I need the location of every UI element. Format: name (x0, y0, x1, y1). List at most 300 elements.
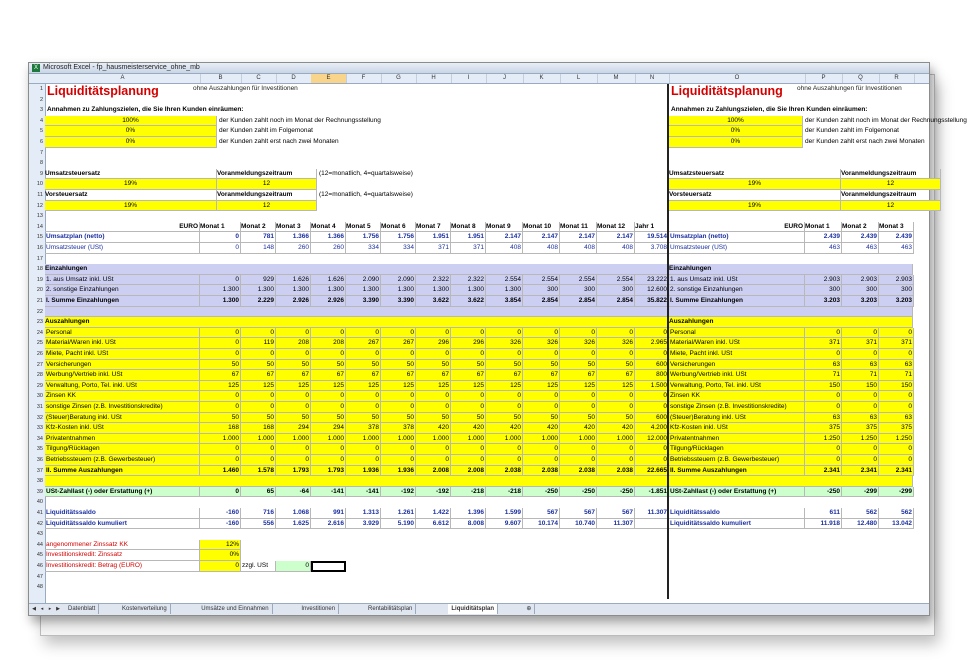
auszahlung-value[interactable]: 0 (416, 349, 451, 360)
row-header[interactable]: 3 (39, 107, 43, 114)
row-header[interactable]: 14 (36, 223, 43, 230)
ust-zahllast-value[interactable]: 0 (200, 487, 241, 498)
right-vst-label[interactable]: Vorsteuersatz (669, 190, 841, 201)
auszahlung-value[interactable]: 1.000 (597, 434, 635, 445)
auszahlung-value[interactable]: 800 (635, 370, 669, 381)
assumption-text[interactable]: der Kunden zahlt noch im Monat der Rechnungsstellung (219, 116, 381, 124)
auszahlung-value[interactable]: 2.965 (635, 338, 669, 349)
right-auszahlung-value[interactable]: 0 (805, 444, 842, 455)
liquiditaetssaldo-value[interactable]: -160 (200, 508, 241, 519)
right-vz-value[interactable]: 12 (841, 179, 941, 190)
row-header[interactable]: 19 (36, 276, 43, 283)
row-header[interactable]: 48 (36, 584, 43, 591)
row-header[interactable]: 32 (36, 414, 43, 421)
ust-zahllast-value[interactable]: -192 (381, 487, 416, 498)
summe-auszahlungen-value[interactable]: 1.793 (311, 466, 346, 477)
month-header[interactable]: Monat 8 (451, 222, 486, 233)
sheet-tab[interactable]: Investitionen (298, 604, 339, 614)
einzahlungen-area[interactable] (45, 307, 669, 318)
auszahlung-value[interactable]: 168 (200, 423, 241, 434)
column-header-d[interactable]: D (276, 74, 312, 83)
summe-einzahlungen-value[interactable]: 2.926 (276, 296, 311, 307)
liquiditaetssaldo-value[interactable]: 1.396 (451, 508, 486, 519)
right-einzahlung-value[interactable]: 300 (805, 285, 842, 296)
right-ust-label[interactable]: Umsatzsteuersatz (669, 169, 841, 180)
right-auszahlung-label[interactable]: Zinsen KK (669, 391, 805, 402)
umsatzplan-value[interactable]: 1.756 (381, 232, 416, 243)
einzahlung-value[interactable]: 1.300 (346, 285, 381, 296)
ust-zahllast-value[interactable]: -250 (523, 487, 560, 498)
auszahlungen-heading[interactable]: Auszahlungen (45, 318, 90, 326)
right-umsatzplan-value[interactable]: 2.439 (805, 232, 842, 243)
auszahlung-label[interactable]: Miete, Pacht inkl. USt (45, 349, 200, 360)
row-header[interactable]: 25 (36, 340, 43, 347)
auszahlung-value[interactable]: 0 (597, 455, 635, 466)
month-header[interactable]: Monat 12 (597, 222, 635, 233)
right-auszahlung-label[interactable]: (Steuer)Beratung inkl. USt (669, 413, 805, 424)
auszahlung-value[interactable]: 67 (311, 370, 346, 381)
row-header[interactable]: 10 (36, 181, 43, 188)
einzahlung-value[interactable]: 1.300 (381, 285, 416, 296)
auszahlung-value[interactable]: 1.000 (523, 434, 560, 445)
auszahlung-value[interactable]: 125 (241, 381, 276, 392)
auszahlung-value[interactable]: 0 (381, 455, 416, 466)
sheet-title[interactable]: Liquiditätsplanung (47, 84, 159, 98)
assumption-percent-cell[interactable]: 100% (45, 116, 217, 127)
ust-zahllast-value[interactable]: -250 (597, 487, 635, 498)
summe-auszahlungen-value[interactable]: 1.793 (276, 466, 311, 477)
liquiditaetssaldo-value[interactable]: 1.422 (416, 508, 451, 519)
right-auszahlung-value[interactable]: 0 (879, 455, 914, 466)
umsatzplan-value[interactable]: 1.756 (346, 232, 381, 243)
umsatzsteuer-value[interactable]: 408 (597, 243, 635, 254)
auszahlung-value[interactable]: 125 (486, 381, 523, 392)
assumption-heading[interactable]: Annahmen zu Zahlungszielen, die Sie Ihren Kunden einräumen: (47, 106, 244, 114)
column-header-l[interactable]: L (560, 74, 598, 83)
umsatzsteuer-value[interactable]: 0 (200, 243, 241, 254)
column-header-i[interactable]: I (451, 74, 487, 83)
auszahlung-value[interactable]: 50 (523, 413, 560, 424)
umsatzsteuer-value[interactable]: 408 (523, 243, 560, 254)
row-header[interactable]: 11 (37, 192, 43, 198)
sheet-tab[interactable]: Umsätze und Einnahmen (198, 604, 272, 614)
auszahlung-value[interactable]: 67 (451, 370, 486, 381)
auszahlung-value[interactable]: 50 (311, 360, 346, 371)
right-einzahlung-label[interactable]: 1. aus Umsatz inkl. USt (669, 275, 805, 286)
vst-value[interactable]: 19% (45, 201, 217, 212)
column-header-b[interactable]: B (200, 74, 242, 83)
summe-einzahlungen-value[interactable]: 2.229 (241, 296, 276, 307)
summe-einzahlungen-value[interactable]: 35.822 (635, 296, 669, 307)
right-liquiditaetssaldo-kumuliert-value[interactable]: 12.480 (842, 519, 879, 530)
month-header[interactable]: Monat 11 (560, 222, 597, 233)
auszahlung-value[interactable]: 0 (416, 455, 451, 466)
auszahlung-value[interactable]: 1.000 (486, 434, 523, 445)
auszahlung-label[interactable]: Betriebssteuern (z.B. Gewerbesteuer) (45, 455, 200, 466)
auszahlung-value[interactable]: 50 (276, 413, 311, 424)
row-header[interactable]: 36 (36, 457, 43, 463)
auszahlung-value[interactable]: 0 (451, 349, 486, 360)
auszahlungen-area[interactable] (45, 476, 669, 487)
right-auszahlung-label[interactable]: Betriebssteuern (z.B. Gewerbesteuer) (669, 455, 805, 466)
right-einzahlungen-area[interactable] (669, 307, 913, 318)
umsatzplan-value[interactable]: 1.366 (311, 232, 346, 243)
right-auszahlung-value[interactable]: 0 (805, 391, 842, 402)
row-header[interactable]: 39 (36, 488, 43, 495)
right-liquiditaetssaldo-value[interactable]: 562 (842, 508, 879, 519)
right-umsatzsteuer-value[interactable]: 463 (842, 243, 879, 254)
summe-auszahlungen-value[interactable]: 2.038 (486, 466, 523, 477)
column-header-g[interactable]: G (381, 74, 417, 83)
auszahlung-value[interactable]: 50 (346, 413, 381, 424)
right-auszahlung-value[interactable]: 71 (842, 370, 879, 381)
row-header[interactable]: 13 (36, 213, 43, 220)
right-auszahlung-value[interactable]: 150 (805, 381, 842, 392)
assumption-percent-cell[interactable]: 0% (45, 137, 217, 148)
ust-zahllast-value[interactable]: -1.851 (635, 487, 669, 498)
auszahlung-value[interactable]: 0 (635, 349, 669, 360)
auszahlung-value[interactable]: 0 (597, 328, 635, 339)
liquiditaetssaldo-kumuliert-value[interactable]: 10.740 (560, 519, 597, 530)
month-header[interactable]: Monat 6 (381, 222, 416, 233)
auszahlung-label[interactable]: (Steuer)Beratung inkl. USt (45, 413, 200, 424)
row-header[interactable]: 9 (39, 170, 43, 177)
auszahlung-value[interactable]: 0 (523, 455, 560, 466)
right-einzahlung-label[interactable]: 2. sonstige Einzahlungen (669, 285, 805, 296)
auszahlung-value[interactable]: 125 (200, 381, 241, 392)
einzahlung-value[interactable]: 1.626 (311, 275, 346, 286)
auszahlung-value[interactable]: 420 (523, 423, 560, 434)
liquiditaetssaldo-label[interactable]: Liquiditätssaldo (45, 508, 200, 519)
right-auszahlung-value[interactable]: 63 (842, 360, 879, 371)
auszahlung-value[interactable]: 420 (560, 423, 597, 434)
right-auszahlung-value[interactable]: 0 (879, 444, 914, 455)
umsatzplan-value[interactable]: 0 (200, 232, 241, 243)
auszahlung-value[interactable]: 4.200 (635, 423, 669, 434)
auszahlung-value[interactable]: 326 (523, 338, 560, 349)
row-header[interactable]: 6 (39, 139, 43, 145)
auszahlung-value[interactable]: 50 (200, 413, 241, 424)
column-header-r[interactable]: R (879, 74, 915, 83)
row-header[interactable]: 41 (36, 510, 43, 516)
auszahlung-value[interactable]: 125 (276, 381, 311, 392)
ust-zahllast-value[interactable]: 65 (241, 487, 276, 498)
auszahlung-value[interactable]: 0 (451, 455, 486, 466)
row-header[interactable]: 30 (36, 393, 43, 400)
column-header-c[interactable]: C (241, 74, 277, 83)
right-auszahlung-value[interactable]: 0 (805, 402, 842, 413)
right-einzahlung-value[interactable]: 300 (879, 285, 914, 296)
auszahlung-value[interactable]: 0 (560, 444, 597, 455)
right-assumption-percent-cell[interactable]: 0% (669, 126, 803, 137)
right-einzahlung-value[interactable]: 2.903 (805, 275, 842, 286)
right-auszahlung-value[interactable]: 0 (842, 391, 879, 402)
auszahlung-value[interactable]: 50 (597, 360, 635, 371)
right-auszahlung-label[interactable]: Werbung/Vertrieb inkl. USt (669, 370, 805, 381)
sheet-tab[interactable]: Kostenverteilung (119, 604, 171, 614)
liquiditaetssaldo-kumuliert-value[interactable]: 556 (241, 519, 276, 530)
summe-einzahlungen-label[interactable]: I. Summe Einzahlungen (45, 296, 200, 307)
auszahlung-value[interactable]: 0 (560, 328, 597, 339)
row-header[interactable]: 23 (36, 319, 43, 326)
right-auszahlung-value[interactable]: 0 (879, 328, 914, 339)
row-header[interactable]: 28 (36, 372, 43, 379)
auszahlung-value[interactable]: 0 (200, 349, 241, 360)
umsatzplan-value[interactable]: 2.147 (597, 232, 635, 243)
auszahlung-value[interactable]: 67 (486, 370, 523, 381)
liquiditaetssaldo-kumuliert-value[interactable]: -160 (200, 519, 241, 530)
row-header[interactable]: 5 (39, 128, 43, 135)
liquiditaetssaldo-value[interactable]: 1.599 (486, 508, 523, 519)
month-header[interactable]: Monat 3 (276, 222, 311, 233)
right-ust-value[interactable]: 19% (669, 179, 841, 190)
liquiditaetssaldo-value[interactable]: 1.313 (346, 508, 381, 519)
auszahlung-value[interactable]: 50 (381, 413, 416, 424)
auszahlung-value[interactable]: 0 (635, 402, 669, 413)
column-header-k[interactable]: K (523, 74, 561, 83)
row-header[interactable]: 29 (36, 382, 43, 389)
auszahlung-value[interactable]: 0 (381, 349, 416, 360)
prev-sheet-icon[interactable]: ◂ (40, 606, 44, 612)
auszahlung-value[interactable]: 0 (311, 444, 346, 455)
row-header[interactable]: 22 (36, 308, 43, 315)
auszahlung-value[interactable]: 0 (635, 444, 669, 455)
right-summe-einzahlungen-value[interactable]: 3.203 (879, 296, 914, 307)
right-vz-label-2[interactable]: Voranmeldungszeitraum (841, 190, 941, 201)
einzahlung-value[interactable]: 2.090 (346, 275, 381, 286)
umsatzsteuer-value[interactable]: 371 (416, 243, 451, 254)
right-liquiditaetssaldo-value[interactable]: 611 (805, 508, 842, 519)
month-header[interactable]: Monat 5 (346, 222, 381, 233)
auszahlung-value[interactable]: 0 (597, 402, 635, 413)
auszahlung-value[interactable]: 0 (486, 402, 523, 413)
ust-zahllast-value[interactable]: -250 (560, 487, 597, 498)
auszahlung-value[interactable]: 50 (276, 360, 311, 371)
auszahlung-value[interactable]: 67 (346, 370, 381, 381)
right-auszahlung-label[interactable]: Verwaltung, Porto, Tel. inkl. USt (669, 381, 805, 392)
auszahlung-value[interactable]: 0 (241, 444, 276, 455)
row-header[interactable]: 44 (36, 541, 43, 548)
auszahlung-value[interactable]: 294 (276, 423, 311, 434)
liquiditaetssaldo-kumuliert-value[interactable]: 10.174 (523, 519, 560, 530)
auszahlung-value[interactable]: 50 (416, 360, 451, 371)
summe-auszahlungen-value[interactable]: 2.038 (597, 466, 635, 477)
right-auszahlung-value[interactable]: 0 (842, 349, 879, 360)
umsatzplan-value[interactable]: 2.147 (486, 232, 523, 243)
ust-label[interactable]: Umsatzsteuersatz (45, 169, 217, 180)
year-header[interactable]: Jahr 1 (635, 222, 669, 233)
column-header-n[interactable]: N (635, 74, 670, 83)
right-auszahlung-value[interactable]: 0 (842, 402, 879, 413)
auszahlung-value[interactable]: 326 (597, 338, 635, 349)
column-header-o[interactable]: O (669, 74, 806, 83)
right-summe-auszahlungen-value[interactable]: 2.341 (879, 466, 914, 477)
auszahlung-value[interactable]: 1.000 (416, 434, 451, 445)
einzahlung-value[interactable]: 1.300 (451, 285, 486, 296)
auszahlung-value[interactable]: 0 (416, 444, 451, 455)
right-liquiditaetssaldo-kumuliert-value[interactable]: 13.042 (879, 519, 914, 530)
summe-einzahlungen-value[interactable]: 3.622 (416, 296, 451, 307)
ust-zahllast-value[interactable]: -64 (276, 487, 311, 498)
einzahlung-value[interactable]: 2.090 (381, 275, 416, 286)
right-umsatzplan-value[interactable]: 2.439 (842, 232, 879, 243)
euro-label[interactable]: EURO (45, 222, 200, 233)
vz-label-2[interactable]: Voranmeldungszeitraum (217, 190, 317, 201)
auszahlung-value[interactable]: 67 (523, 370, 560, 381)
summe-einzahlungen-value[interactable]: 3.390 (346, 296, 381, 307)
month-header[interactable]: Monat 10 (523, 222, 560, 233)
right-vz2-value[interactable]: 12 (841, 201, 941, 212)
right-auszahlung-value[interactable]: 63 (805, 360, 842, 371)
auszahlung-value[interactable]: 0 (346, 391, 381, 402)
column-header-m[interactable]: M (597, 74, 636, 83)
row-header[interactable]: 26 (36, 351, 43, 357)
auszahlung-value[interactable]: 208 (311, 338, 346, 349)
ik-value[interactable]: 0% (200, 550, 241, 561)
summe-einzahlungen-value[interactable]: 2.854 (597, 296, 635, 307)
right-ust-zahllast-label[interactable]: USt-Zahllast (-) oder Erstattung (+) (669, 487, 805, 498)
auszahlung-value[interactable]: 0 (276, 455, 311, 466)
einzahlung-value[interactable]: 1.300 (311, 285, 346, 296)
row-header[interactable]: 1 (39, 86, 43, 92)
umsatzsteuer-value[interactable]: 148 (241, 243, 276, 254)
einzahlung-value[interactable]: 0 (200, 275, 241, 286)
auszahlung-value[interactable]: 0 (276, 349, 311, 360)
right-auszahlung-value[interactable]: 63 (879, 360, 914, 371)
liquiditaetssaldo-kumuliert-label[interactable]: Liquiditätssaldo kumuliert (45, 519, 200, 530)
auszahlung-value[interactable]: 326 (560, 338, 597, 349)
auszahlung-value[interactable]: 0 (381, 444, 416, 455)
auszahlung-value[interactable]: 0 (560, 402, 597, 413)
liquiditaetssaldo-kumuliert-value[interactable]: 1.625 (276, 519, 311, 530)
auszahlung-value[interactable]: 0 (311, 349, 346, 360)
right-auszahlung-value[interactable]: 150 (842, 381, 879, 392)
summe-einzahlungen-value[interactable]: 2.854 (560, 296, 597, 307)
einzahlung-value[interactable]: 1.300 (486, 285, 523, 296)
einzahlung-value[interactable]: 12.600 (635, 285, 669, 296)
auszahlung-label[interactable]: Verwaltung, Porto, Tel. inkl. USt (45, 381, 200, 392)
umsatzsteuer-value[interactable]: 260 (276, 243, 311, 254)
auszahlung-value[interactable]: 0 (241, 328, 276, 339)
kk-label[interactable]: angenommener Zinssatz KK (45, 540, 200, 551)
einzahlung-value[interactable]: 300 (560, 285, 597, 296)
summe-auszahlungen-value[interactable]: 2.038 (560, 466, 597, 477)
liquiditaetssaldo-value[interactable]: 716 (241, 508, 276, 519)
einzahlung-value[interactable]: 2.554 (597, 275, 635, 286)
einzahlung-value[interactable]: 929 (241, 275, 276, 286)
right-assumption-heading[interactable]: Annahmen zu Zahlungszielen, die Sie Ihren Kunden einräumen: (671, 106, 868, 114)
auszahlung-value[interactable]: 1.000 (311, 434, 346, 445)
vz-note-2[interactable]: (12=monatlich, 4=quartalsweise) (319, 191, 413, 198)
auszahlung-value[interactable]: 0 (241, 455, 276, 466)
auszahlung-label[interactable]: Privatentnahmen (45, 434, 200, 445)
auszahlung-value[interactable]: 0 (635, 328, 669, 339)
assumption-text[interactable]: der Kunden zahlt im Folgemonat (219, 127, 313, 135)
liquiditaetssaldo-value[interactable]: 1.261 (381, 508, 416, 519)
auszahlung-value[interactable]: 67 (241, 370, 276, 381)
column-header-f[interactable]: F (346, 74, 382, 83)
right-auszahlung-value[interactable]: 0 (842, 328, 879, 339)
right-auszahlungen-area[interactable] (669, 476, 913, 487)
auszahlung-value[interactable]: 0 (346, 328, 381, 339)
auszahlung-value[interactable]: 0 (346, 444, 381, 455)
column-header-e[interactable]: E (311, 74, 347, 83)
auszahlung-value[interactable]: 600 (635, 413, 669, 424)
right-summe-einzahlungen-value[interactable]: 3.203 (842, 296, 879, 307)
row-header[interactable]: 18 (36, 266, 43, 273)
right-liquiditaetssaldo-label[interactable]: Liquiditätssaldo (669, 508, 805, 519)
auszahlung-value[interactable]: 125 (381, 381, 416, 392)
right-auszahlung-value[interactable]: 375 (842, 423, 879, 434)
auszahlung-value[interactable]: 1.000 (200, 434, 241, 445)
row-header[interactable]: 42 (36, 520, 43, 527)
auszahlung-value[interactable]: 208 (276, 338, 311, 349)
liquiditaetssaldo-kumuliert-value[interactable]: 9.607 (486, 519, 523, 530)
right-auszahlung-label[interactable]: Material/Waren inkl. USt (669, 338, 805, 349)
auszahlung-label[interactable]: Personal (45, 328, 200, 339)
right-assumption-text[interactable]: der Kunden zahlt im Folgemonat (805, 127, 899, 135)
right-euro-label[interactable]: EURO (669, 222, 805, 233)
auszahlung-value[interactable]: 1.000 (560, 434, 597, 445)
auszahlung-value[interactable]: 125 (311, 381, 346, 392)
ikb-value[interactable]: 0 (200, 561, 241, 572)
right-auszahlung-value[interactable]: 371 (842, 338, 879, 349)
auszahlung-value[interactable]: 0 (200, 391, 241, 402)
vz-value[interactable]: 12 (217, 179, 317, 190)
right-auszahlung-value[interactable]: 0 (842, 455, 879, 466)
ust-zahllast-label[interactable]: USt-Zahllast (-) oder Erstattung (+) (45, 487, 200, 498)
auszahlung-value[interactable]: 50 (451, 413, 486, 424)
summe-einzahlungen-value[interactable]: 2.926 (311, 296, 346, 307)
summe-einzahlungen-value[interactable]: 3.854 (486, 296, 523, 307)
liquiditaetssaldo-value[interactable]: 567 (560, 508, 597, 519)
auszahlung-value[interactable]: 0 (241, 349, 276, 360)
right-auszahlung-value[interactable]: 375 (805, 423, 842, 434)
ik-label[interactable]: Investitionskredit: Zinssatz (45, 550, 200, 561)
right-umsatzsteuer-label[interactable]: Umsatzsteuer (USt) (669, 243, 805, 254)
auszahlung-value[interactable]: 0 (416, 402, 451, 413)
auszahlung-value[interactable]: 50 (241, 413, 276, 424)
right-auszahlung-label[interactable]: Tilgung/Rücklagen (669, 444, 805, 455)
auszahlung-value[interactable]: 0 (486, 328, 523, 339)
auszahlung-value[interactable]: 326 (486, 338, 523, 349)
auszahlung-value[interactable]: 0 (276, 444, 311, 455)
right-auszahlung-value[interactable]: 63 (842, 413, 879, 424)
right-month-header[interactable]: Monat 2 (842, 222, 879, 233)
row-header[interactable]: 21 (36, 298, 43, 304)
umsatzsteuer-label[interactable]: Umsatzsteuer (USt) (45, 243, 200, 254)
summe-auszahlungen-value[interactable]: 1.936 (346, 466, 381, 477)
right-umsatzsteuer-value[interactable]: 463 (805, 243, 842, 254)
kk-value[interactable]: 12% (200, 540, 241, 551)
einzahlungen-heading[interactable]: Einzahlungen (45, 265, 88, 273)
auszahlung-value[interactable]: 50 (241, 360, 276, 371)
umsatzplan-value[interactable]: 2.147 (560, 232, 597, 243)
row-header[interactable]: 35 (36, 446, 43, 453)
auszahlung-value[interactable]: 378 (346, 423, 381, 434)
auszahlung-value[interactable]: 125 (451, 381, 486, 392)
umsatzsteuer-value[interactable]: 260 (311, 243, 346, 254)
auszahlung-value[interactable]: 50 (560, 360, 597, 371)
einzahlung-value[interactable]: 1.626 (276, 275, 311, 286)
ust-value[interactable]: 19% (45, 179, 217, 190)
einzahlung-value[interactable]: 2.554 (560, 275, 597, 286)
assumption-text[interactable]: der Kunden zahlt erst nach zwei Monaten (219, 138, 339, 145)
auszahlung-value[interactable]: 50 (523, 360, 560, 371)
right-einzahlung-value[interactable]: 300 (842, 285, 879, 296)
column-header-h[interactable]: H (416, 74, 452, 83)
auszahlung-value[interactable]: 0 (200, 328, 241, 339)
